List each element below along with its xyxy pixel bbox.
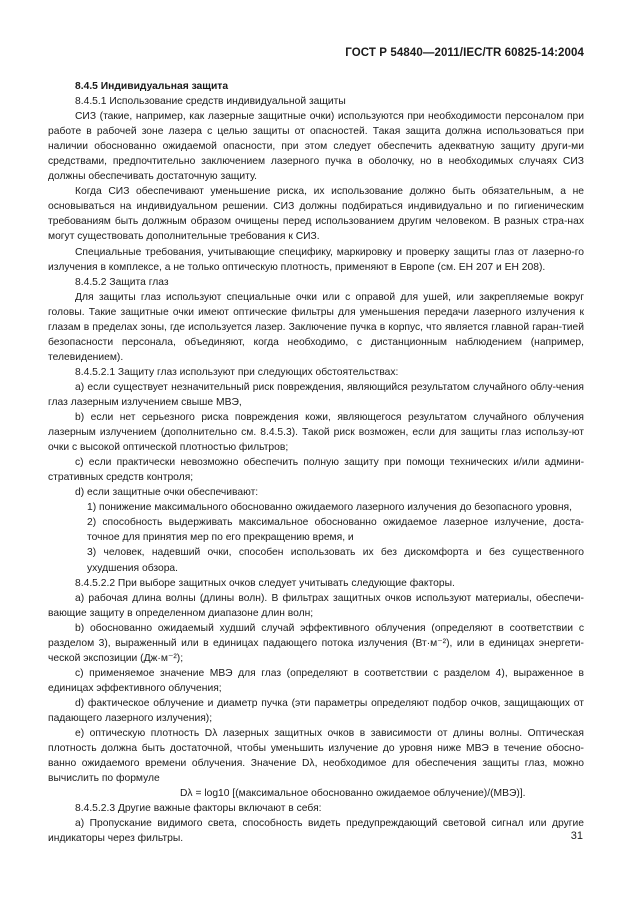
paragraph: 8.4.5.1 Использование средств индивидуальной защиты [75, 96, 346, 108]
list-item: e) оптическую плотность Dλ лазерных защитных очков в зависимости от длины волны. Оптическая плотность должна быть достаточной, чтобы уменьшить излучение до уровня ниже МВЭ в течение обосно-ванно ожидаемого времени облучения. Значение Dλ, необходимое для обеспечения защиты глаз, можно вычислить по формуле [48, 728, 584, 785]
paragraph: Когда СИЗ обеспечивают уменьшение риска, их использование должно быть обязательным, а не основываться на индивидуальном решении. СИЗ должны подбираться индивидуально и по гигиеническим требованиям быть должным образом очищены перед использованием другим человеком. В разных стра-нах могут существовать дополнительные требования к СИЗ. [48, 186, 584, 243]
list-item: d) если защитные очки обеспечивают: [75, 487, 259, 499]
list-item: c) применяемое значение МВЭ для глаз (определяют в соответствии с разделом 4), выраженное в единицах эффективного облучения; [48, 667, 584, 694]
sub-list-item: 1) понижение максимального обоснованно ожидаемого лазерного излучения до безопасного уровня, [87, 502, 572, 514]
paragraph: 8.4.5.2.1 Защиту глаз используют при следующих обстоятельствах: [75, 366, 399, 378]
list-item: a) если существует незначительный риск повреждения, являющийся результатом случайного облу-чения глаз лазерным излучением свыше МВЭ, [48, 381, 584, 408]
paragraph: Специальные требования, учитывающие специфику, маркировку и проверку защиты глаз от лазерно-го излучения в комплексе, а не только оптическую плотность, применяют в Европе (см. ЕН 207 и ЕН 208). [48, 246, 584, 273]
list-item: b) обоснованно ожидаемый худший случай эффективного облучения (определяют в соответствии с разделом 3), выраженный или в единицах падающего потока излучения (Вт·м⁻²), или в единицах энергети-ческой экспозиции (Дж·м⁻²); [48, 622, 584, 664]
sub-list-item: 3) человек, надевший очки, способен использовать их без дискомфорта и без существенного ухудшения обзора. [87, 547, 584, 574]
sub-list-item: 2) способность выдерживать максимальное обоснованно ожидаемое лазерное излучение, доста-точное для принятия мер по его прекращению время, и [87, 517, 584, 544]
paragraph: 8.4.5.2.2 При выборе защитных очков следует учитывать следующие факторы. [75, 577, 455, 589]
list-item: b) если нет серьезного риска повреждения кожи, являющегося результатом случайного облучения лазерным излучением (дополнительно см. 8.4.5.3). Такой риск возможен, если для защиты глаз использу-ют очки с высокой оптической плотностью фильтров; [48, 412, 584, 454]
paragraph: СИЗ (такие, например, как лазерные защитные очки) используются при необходимости персоналом при работе в рабочей зоне лазера с целью защиты от опасностей. Такая защита должна использоваться при наличии обоснованно ожидаемой опасности, при этом следует обеспечить адекватную защиту други-ми средствами, предпочтительно заключением лазерного пучка в оболочку, но в необходимых случаях СИЗ должны обеспечивать достаточную защиту. [48, 111, 584, 183]
list-item: d) фактическое облучение и диаметр пучка (эти параметры определяют подбор очков, защищающих от падающего лазерного излучения); [48, 697, 584, 724]
document-header: ГОСТ Р 54840—2011/IEC/TR 60825-14:2004 [345, 47, 584, 59]
list-item: a) Пропускание видимого света, способность видеть предупреждающий световой сигнал или другие индикаторы через фильтры. [48, 818, 584, 845]
paragraph: 8.4.5.2.3 Другие важные факторы включают в себя: [75, 803, 322, 815]
section-heading: 8.4.5 Индивидуальная защита [75, 81, 229, 92]
paragraph: 8.4.5.2 Защита глаз [75, 276, 169, 288]
document-body [48, 79, 584, 846]
paragraph: Для защиты глаз используют специальные очки или с оправой для ушей, или закрепляемые вокруг головы. Такие защитные очки имеют оптические фильтры для уменьшения передачи лазерного излучения к глазам в пределах зоны, где используется лазер. Заключение пучка в корпус, что является главной гаран-тией безопасности персонала, объединяют, когда необходимо, с дистанционным наблюдением (например, телевидением). [48, 291, 584, 363]
formula: Dλ = log10 [(максимальное обоснованно ожидаемое облучение)/(МВЭ)]. [180, 788, 526, 800]
list-item: c) если практически невозможно обеспечить полную защиту при помощи технических и/или админи-стративных средств контроля; [48, 457, 584, 484]
list-item: a) рабочая длина волны (длины волн). В фильтрах защитных очков используют материалы, обеспечи-вающие защиту в определенном диапазоне длин волн; [48, 592, 584, 619]
page-number: 31 [570, 830, 583, 842]
